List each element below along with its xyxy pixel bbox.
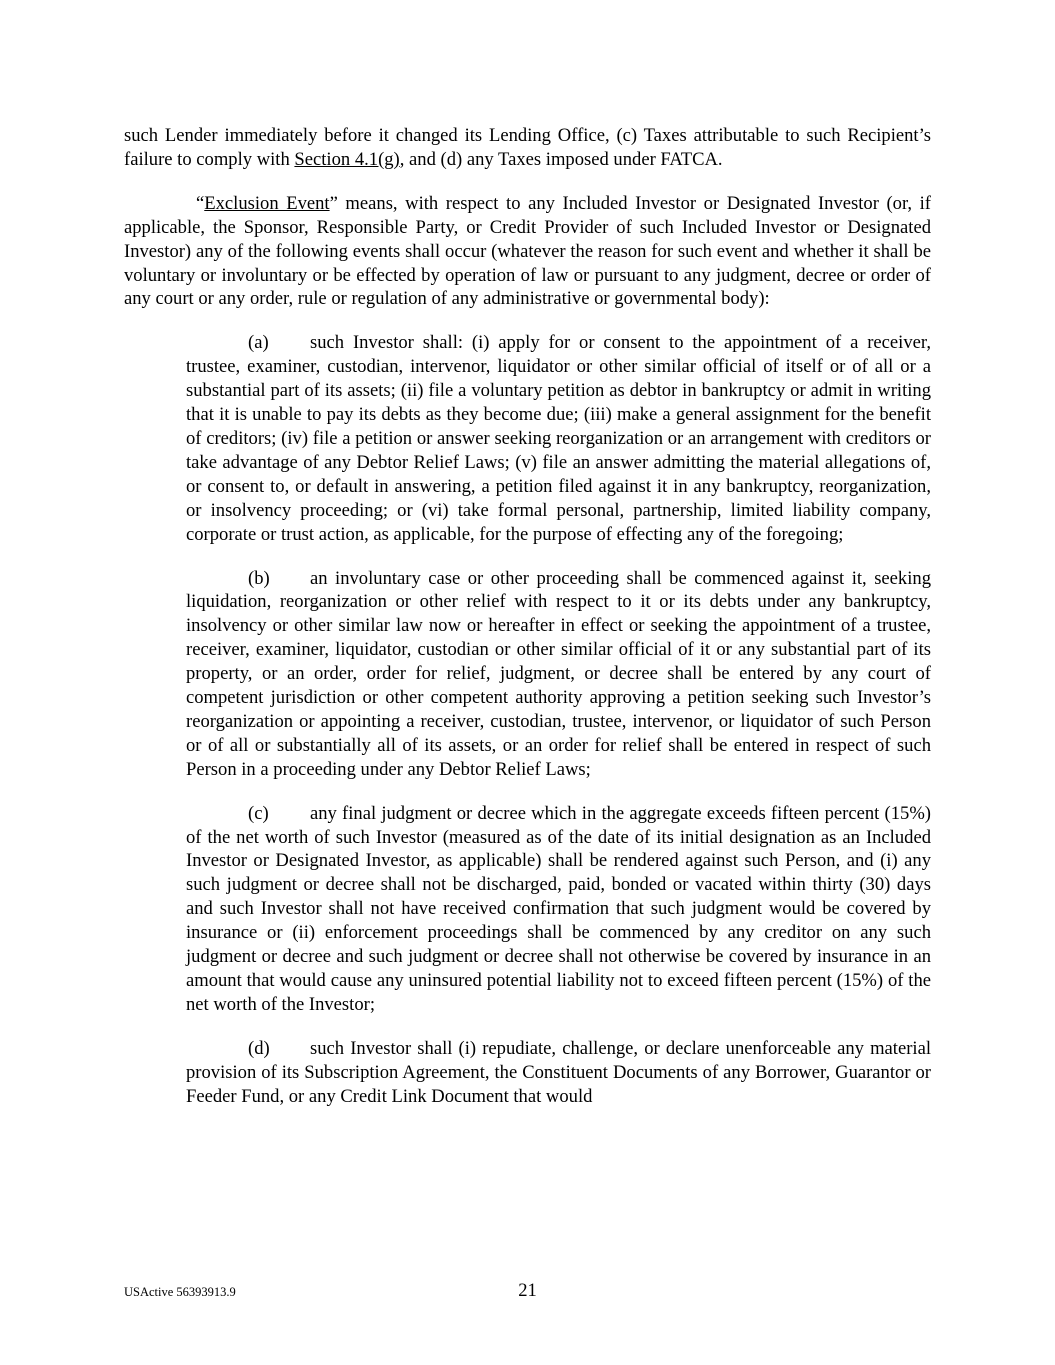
clause-c bbox=[186, 802, 931, 1017]
clause-text: an involuntary case or other proceeding shall be commenced against it, seeking liquidation, reorganization or other relief with respect to it or its debts under any bankruptcy, insolvency or other similar law now or hereafter in effect or seeking the appointment of a trustee, receiver, examiner, liquidator, custodian or other similar official of it or any substantial part of its property, or an order, order for relief, judgment, or decree shall be entered by any court of competent jurisdiction or other competent authority approving a petition seeking such Investor’s reorganization or appointing a receiver, custodian, trustee, intervenor, or liquidator of such Person or of all or substantially all of its assets, or an order for relief shall be entered in respect of such Person in a proceeding under any Debtor Relief Laws; bbox=[186, 567, 931, 780]
clause-a bbox=[186, 331, 931, 546]
clause-text: any final judgment or decree which in the aggregate exceeds fifteen percent (15%) of the net worth of such Investor (measured as of the date of its initial designation as an Included Investor or Designated Investor, as applicable) shall be rendered against such Person, and (i) any such judgment or decree shall not be discharged, paid, bonded or vacated within thirty (30) days and such Investor shall not have received confirmation that such judgment would be covered by insurance or (ii) enforcement proceedings shall be commenced by any creditor on any such judgment or decree and such judgment or decree shall not otherwise be covered by insurance in an amount that would cause any uninsured potential liability not to exceed fifteen percent (15%) of the net worth of the Investor; bbox=[186, 802, 931, 1015]
defined-term: Exclusion Event bbox=[204, 192, 330, 214]
definition-open-quote: “ bbox=[196, 192, 205, 214]
definition-body: ” means, with respect to any Included Investor or Designated Investor (or, if applicable, the Sponsor, Responsible Party, or Credit Provider of such Included Investor or Designated Investor) any of the following events shall occur (whatever the reason for such event and whether it shall be voluntary or involuntary or be effected by operation of law or pursuant to any judgment, decree or order of any court or any order, rule or regulation of any administrative or governmental body): bbox=[124, 192, 931, 310]
clause-text: such Investor shall: (i) apply for or consent to the appointment of a receiver, trustee, examiner, custodian, intervenor, liquidator or other similar official of itself or of all or a substantial part of its assets; (ii) file a voluntary petition as debtor in bankruptcy or admit in writing that it is unable to pay its debts as they become due; (iii) make a general assignment for the benefit of creditors; (iv) file a petition or answer seeking reorganization or an arrangement with creditors or take advantage of any Debtor Relief Laws; (v) file an answer admitting the material allegations of, or consent to, or default in answering, a petition filed against it in any bankruptcy, reorganization, or insolvency proceeding; or (vi) take formal personal, partnership, limited liability company, corporate or trust action, as applicable, for the purpose of effecting any of the foregoing; bbox=[186, 332, 931, 545]
intro-text-2: , and (d) any Taxes imposed under FATCA. bbox=[399, 148, 723, 170]
definition-paragraph bbox=[124, 192, 931, 312]
clause-label: (a) bbox=[248, 332, 269, 354]
footer-document-id: USActive 56393913.9 bbox=[124, 1285, 236, 1299]
intro-paragraph bbox=[124, 124, 931, 172]
clause-label: (b) bbox=[248, 567, 270, 589]
clause-text: such Investor shall (i) repudiate, challenge, or declare unenforceable any material provision of its Subscription Agreement, the Constituent Documents of any Borrower, Guarantor or Feeder Fund, or any Credit Link Document that would bbox=[186, 1037, 931, 1107]
clause-d bbox=[186, 1037, 931, 1109]
document-body bbox=[124, 124, 931, 1129]
clause-label: (c) bbox=[248, 802, 269, 824]
clause-label: (d) bbox=[248, 1037, 270, 1059]
section-reference-link: Section 4.1(g) bbox=[294, 148, 400, 170]
footer-page-number: 21 bbox=[518, 1280, 537, 1301]
clause-b bbox=[186, 567, 931, 782]
intro-text-1: such Lender immediately before it changed its Lending Office, (c) Taxes attributable to such Recipient’s failure to comply with bbox=[124, 125, 931, 170]
